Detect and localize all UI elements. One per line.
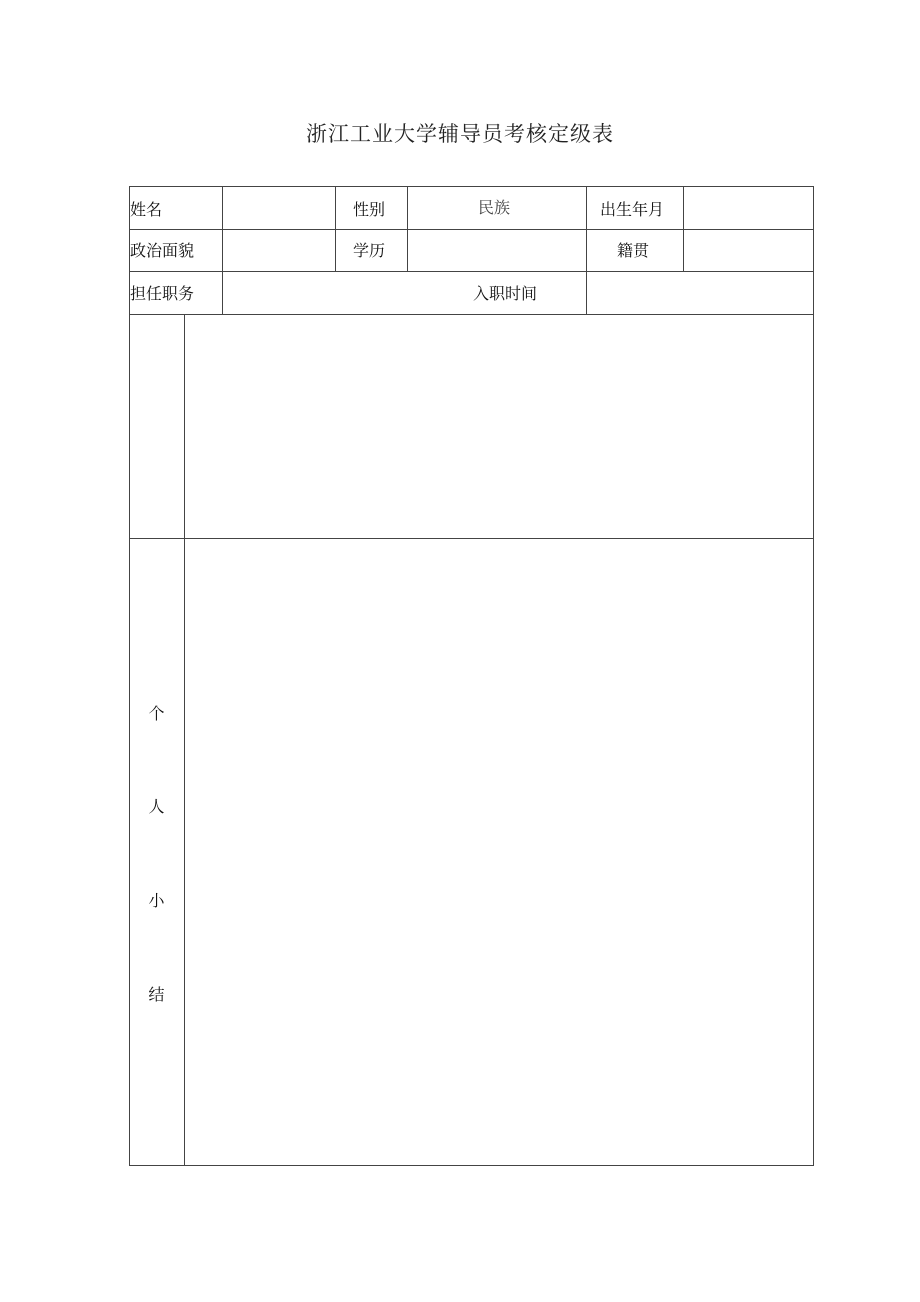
page-title: 浙江工业大学辅导员考核定级表	[306, 122, 614, 146]
name-field[interactable]	[223, 187, 335, 229]
summary-label-char: 人	[148, 797, 165, 816]
birth-date-field[interactable]	[684, 187, 813, 229]
education-field[interactable]	[408, 230, 586, 271]
name-label: 姓名	[130, 200, 163, 219]
assessment-form-table	[129, 186, 814, 1166]
gender-label: 性别	[353, 200, 386, 219]
summary-label-char: 小	[148, 891, 165, 910]
summary-label-char: 结	[148, 985, 165, 1004]
table-border-bottom	[129, 1165, 814, 1166]
section-label-cell	[130, 315, 184, 538]
political-status-label: 政治面貌	[130, 241, 195, 260]
birth-date-label: 出生年月	[600, 200, 665, 219]
summary-label-char: 个	[148, 704, 165, 723]
position-label: 担任职务	[130, 284, 195, 303]
native-place-field[interactable]	[684, 230, 813, 271]
ethnicity-label: 民族	[478, 198, 511, 217]
political-status-field[interactable]	[223, 230, 335, 271]
hire-date-label: 入职时间	[473, 284, 538, 303]
education-label: 学历	[353, 241, 386, 260]
hire-date-field[interactable]	[587, 272, 813, 314]
section-content-field[interactable]	[185, 315, 813, 538]
personal-summary-field[interactable]	[185, 539, 813, 1165]
table-border-right	[813, 186, 814, 1166]
native-place-label: 籍贯	[617, 241, 650, 260]
